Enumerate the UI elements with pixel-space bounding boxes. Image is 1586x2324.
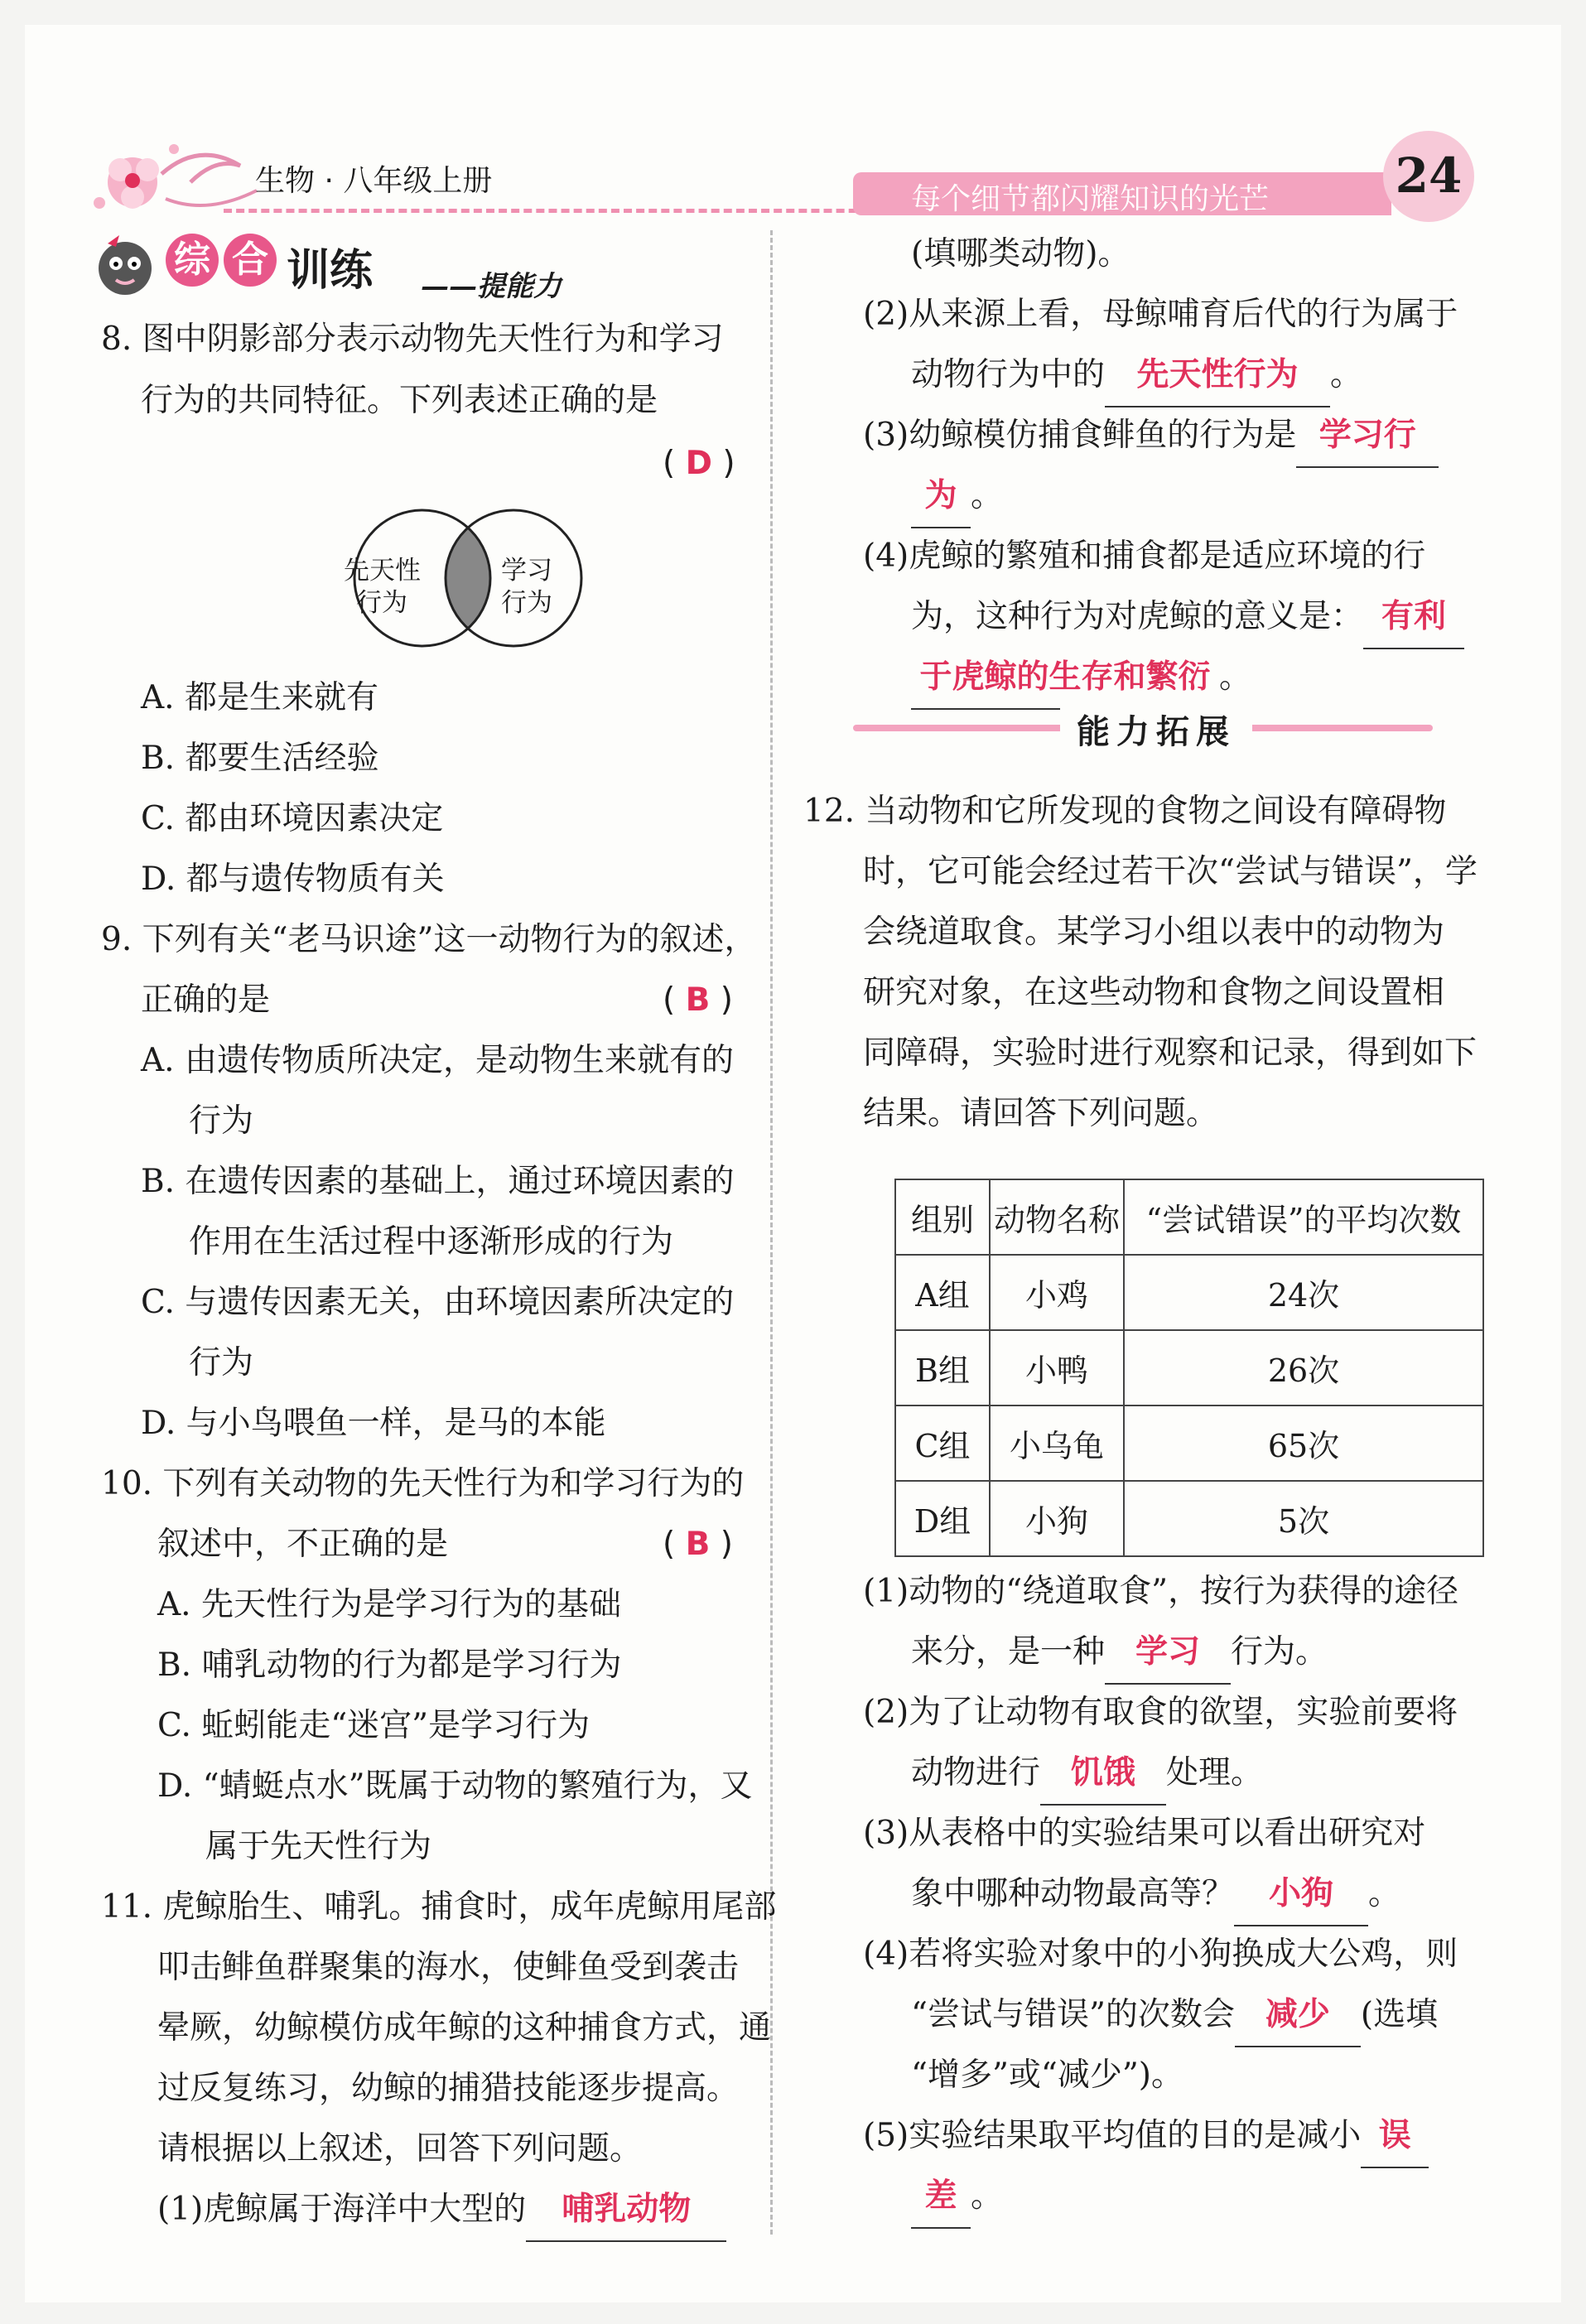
q11-p4-answer-1: 有利 [1363, 586, 1464, 649]
q12-stem-3: 会绕道取食。某学习小组以表中的动物为 [863, 914, 1445, 951]
table-header-cell: “尝试错误”的平均次数 [1124, 1179, 1483, 1255]
q11-part-4-2: 为，这种行为对虎鲸的意义是： 有利 [911, 586, 1464, 649]
q12-p4-answer: 减少 [1235, 1984, 1361, 2047]
table-cell: 5次 [1124, 1481, 1483, 1556]
q11-part-1: (1)虎鲸属于海洋中大型的 哺乳动物 [157, 2179, 726, 2242]
q11-p4-answer-2: 于虎鲸的生存和繁衍 [911, 647, 1219, 710]
results-table [894, 1179, 1484, 1557]
q10-option-c: C. 蚯蚓能走“迷宫”是学习行为 [157, 1707, 591, 1744]
table-header-cell: 动物名称 [990, 1179, 1124, 1255]
q9-answer: ( B ) [663, 981, 733, 1019]
section-char-2: 合 [224, 234, 277, 287]
q12-p1-answer: 学习 [1105, 1622, 1231, 1685]
q9-option-c-1: C. 与遗传因素无关，由环境因素所决定的 [141, 1284, 735, 1321]
q9-option-a-1: A. 由遗传物质所决定，是动物生来就有的 [141, 1042, 734, 1079]
q10-option-d-2: 属于先天性行为 [205, 1828, 432, 1865]
q12-part-2-2: 动物进行 饥饿 处理。 [911, 1743, 1263, 1806]
table-row [895, 1481, 1483, 1556]
mascot-icon [91, 230, 159, 298]
workbook-page [25, 25, 1561, 2302]
page-number: 24 [1395, 147, 1463, 204]
q9-option-d: D. 与小鸟喂鱼一样，是马的本能 [141, 1405, 606, 1442]
table-cell: B组 [895, 1330, 990, 1405]
q9-option-b-2: 作用在生活过程中逐渐形成的行为 [189, 1223, 674, 1261]
table-header-row [895, 1179, 1483, 1255]
q12-part-1-1: (1)动物的“绕道取食”，按行为获得的途径 [863, 1573, 1459, 1610]
q8-option-d: D. 都与遗传物质有关 [141, 861, 445, 898]
table-cell: 24次 [1124, 1255, 1483, 1330]
q11-part-2-1: (2)从来源上看，母鲸哺育后代的行为属于 [863, 296, 1458, 333]
q10-answer: ( B ) [663, 1526, 733, 1563]
section-char-1: 综 [166, 234, 219, 287]
q11-p3-answer-2: 为 [911, 465, 971, 528]
q8-stem-2: 行为的共同特征。下列表述正确的是 [141, 382, 658, 419]
q11-p1-answer: 哺乳动物 [526, 2179, 726, 2242]
ability-section-title: 能力拓展 [1060, 706, 1252, 753]
q12-p5-answer-1: 误 [1361, 2105, 1429, 2168]
q11-stem-1: 11. 虎鲸胎生、哺乳。捕食时，成年虎鲸用尾部 [101, 1888, 777, 1926]
q12-part-4-2: “尝试与错误”的次数会 减少 (选填 [911, 1984, 1438, 2047]
q8-option-c: C. 都由环境因素决定 [141, 800, 444, 837]
table-row [895, 1255, 1483, 1330]
q12-part-5-2: 差 。 [911, 2166, 1003, 2229]
q11-part-2-2: 动物行为中的 先天性行为 。 [911, 345, 1362, 407]
q8-option-a: A. 都是生来就有 [141, 679, 378, 716]
q11-p3-answer-1: 学习行 [1296, 405, 1439, 468]
q8-option-b: B. 都要生活经验 [141, 740, 379, 777]
table-cell: 26次 [1124, 1330, 1483, 1405]
table-cell: D组 [895, 1481, 990, 1556]
q9-option-a-2: 行为 [189, 1102, 254, 1140]
q11-part-4-3: 于虎鲸的生存和繁衍 。 [911, 647, 1251, 710]
section-subtitle: ——提能力 [421, 270, 562, 303]
q11-p2-answer: 先天性行为 [1105, 345, 1330, 407]
q12-stem-5: 同障碍，实验时进行观察和记录，得到如下 [863, 1034, 1478, 1072]
q10-option-b: B. 哺乳动物的行为都是学习行为 [157, 1647, 622, 1684]
q12-stem-2: 时，它可能会经过若干次“尝试与错误”，学 [863, 853, 1478, 890]
q12-p2-answer: 饥饿 [1040, 1743, 1166, 1806]
slogan-text: 每个细节都闪耀知识的光芒 [911, 182, 1270, 216]
venn-right-label-1: 学习 [501, 556, 552, 586]
q12-part-4-3: “增多”或“减少”)。 [911, 2056, 1183, 2094]
q10-option-a: A. 先天性行为是学习行为的基础 [157, 1586, 621, 1623]
section-title: 训练 [287, 246, 374, 296]
q11-stem-3: 晕厥，幼鲸模仿成年鲸的这种捕食方式，通 [157, 2009, 772, 2047]
table-cell: C组 [895, 1405, 990, 1481]
q11-part-3-cont: 为 。 [911, 465, 1003, 528]
q12-stem-6: 结果。请回答下列问题。 [863, 1095, 1219, 1132]
book-title: 生物 · 八年级上册 [255, 164, 493, 198]
table-cell: 小鸭 [990, 1330, 1124, 1405]
q8-stem-1: 8. 图中阴影部分表示动物先天性行为和学习 [101, 321, 724, 358]
q9-option-c-2: 行为 [189, 1344, 254, 1381]
q12-part-1-2: 来分，是一种 学习 行为。 [911, 1622, 1328, 1685]
q11-stem-5: 请根据以上叙述，回答下列问题。 [157, 2130, 643, 2167]
q8-answer: ( D ) [663, 445, 735, 482]
q12-part-5-1: (5)实验结果取平均值的目的是减小 误 [863, 2105, 1429, 2168]
table-row [895, 1330, 1483, 1405]
q11-part-3: (3)幼鲸模仿捕食鲱鱼的行为是 学习行 [863, 405, 1439, 468]
q12-part-2-1: (2)为了让动物有取食的欲望，实验前要将 [863, 1694, 1458, 1731]
table-cell: 小鸡 [990, 1255, 1124, 1330]
venn-left-label-1: 先天性 [344, 556, 421, 586]
q9-option-b-1: B. 在遗传因素的基础上，通过环境因素的 [141, 1163, 735, 1200]
q10-option-d-1: D. “蜻蜓点水”既属于动物的繁殖行为，又 [157, 1767, 753, 1805]
table-cell: A组 [895, 1255, 990, 1330]
q9-stem-2: 正确的是 [141, 981, 271, 1019]
q12-p3-answer: 小狗 [1234, 1864, 1368, 1926]
q12-p5-answer-2: 差 [911, 2166, 971, 2229]
q12-stem-1: 12. 当动物和它所发现的食物之间设有障碍物 [803, 793, 1447, 830]
q11-stem-4: 过反复练习，幼鲸的捕猎技能逐步提高。 [157, 2070, 740, 2107]
table-header-cell: 组别 [895, 1179, 990, 1255]
table-cell: 小狗 [990, 1481, 1124, 1556]
q12-part-3-1: (3)从表格中的实验结果可以看出研究对 [863, 1815, 1426, 1852]
q12-part-4-1: (4)若将实验对象中的小狗换成大公鸡，则 [863, 1936, 1458, 1973]
table-cell: 65次 [1124, 1405, 1483, 1481]
q9-stem-1: 9. 下列有关“老马识途”这一动物行为的叙述， [101, 921, 757, 958]
table-row [895, 1405, 1483, 1481]
venn-right-label-2: 行为 [501, 588, 552, 618]
q11-part-1-cont: (填哪类动物)。 [911, 235, 1130, 272]
header-dashed-line [224, 209, 894, 213]
q12-stem-4: 研究对象，在这些动物和食物之间设置相 [863, 974, 1445, 1011]
q12-part-3-2: 象中哪种动物最高等？ 小狗 。 [911, 1864, 1400, 1926]
table-cell: 小乌龟 [990, 1405, 1124, 1481]
q10-stem-2: 叙述中，不正确的是 [157, 1526, 449, 1563]
q11-stem-2: 叩击鲱鱼群聚集的海水，使鲱鱼受到袭击 [157, 1949, 740, 1986]
q10-stem-1: 10. 下列有关动物的先天性行为和学习行为的 [101, 1465, 745, 1502]
q11-part-4-1: (4)虎鲸的繁殖和捕食都是适应环境的行 [863, 538, 1426, 575]
venn-left-label-2: 行为 [356, 588, 407, 618]
